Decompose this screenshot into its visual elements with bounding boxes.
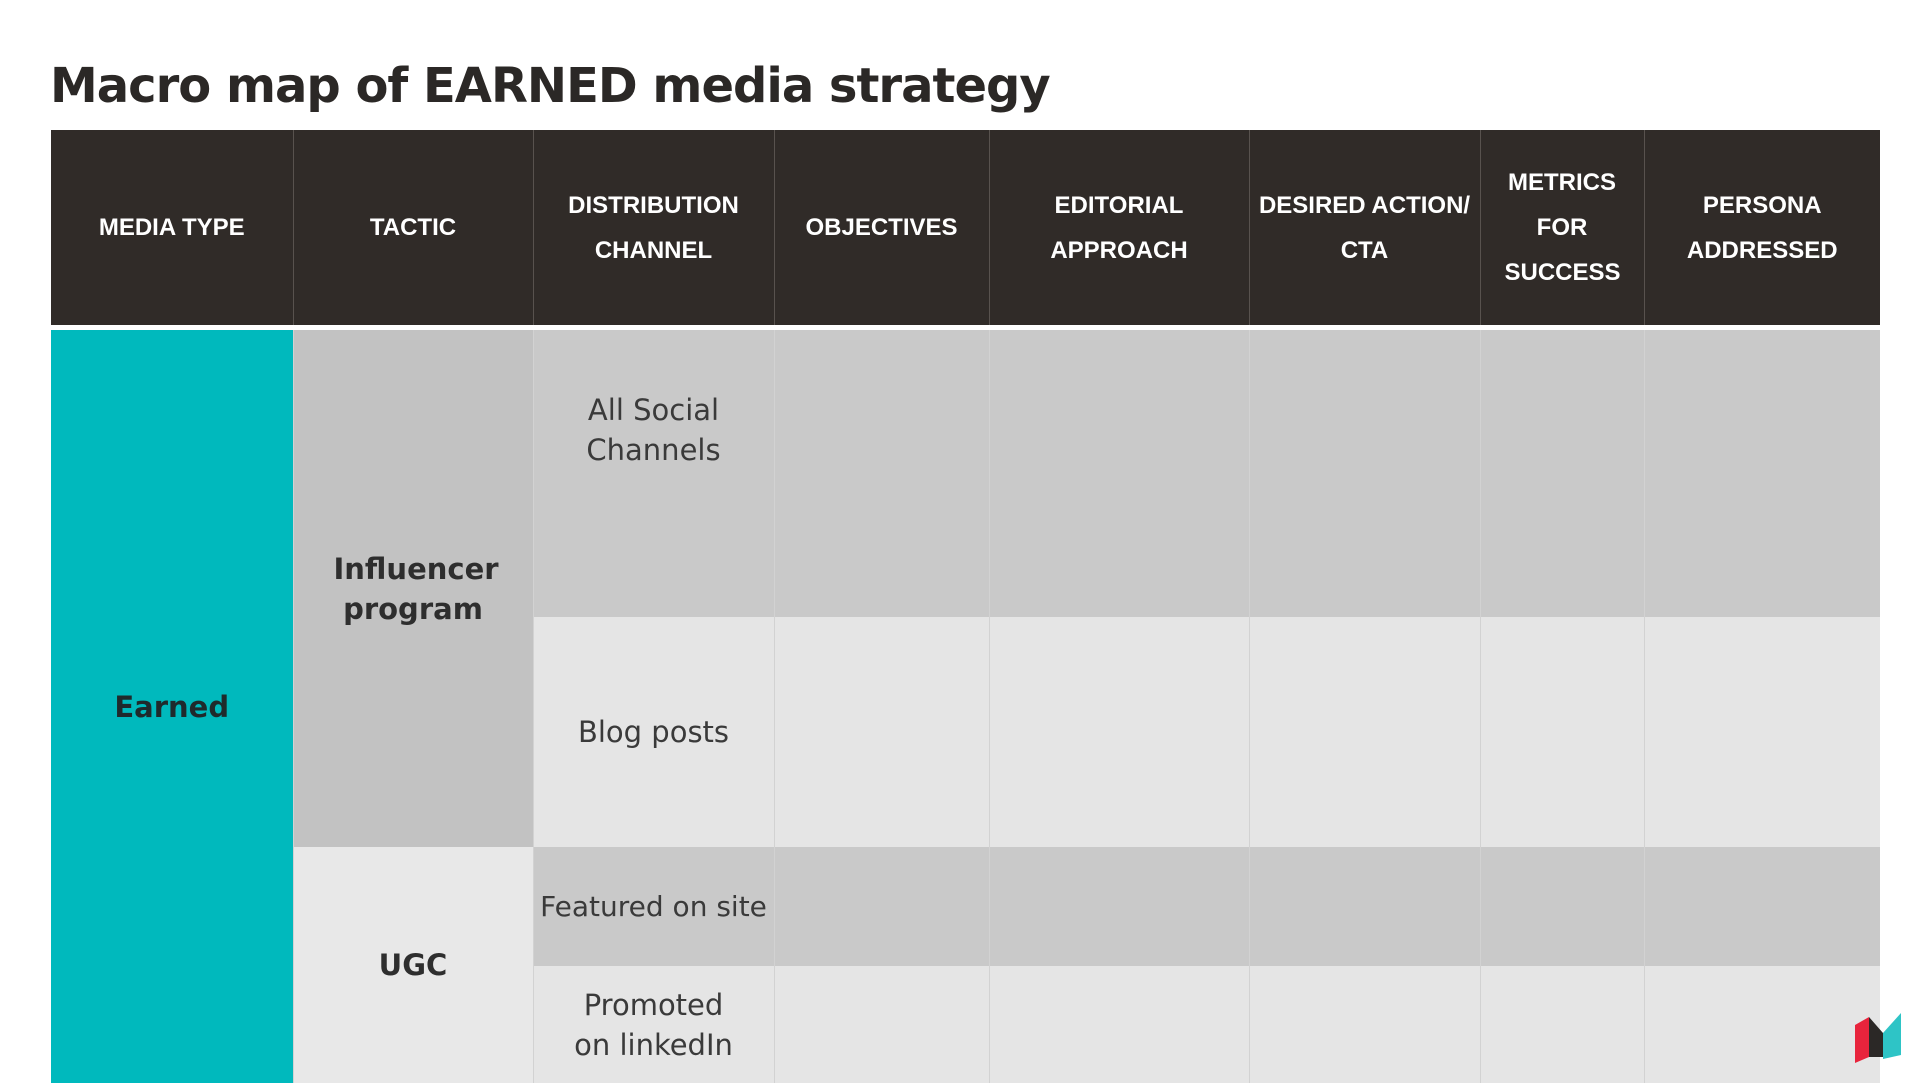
channel-cell: Blog posts — [533, 617, 774, 847]
brand-logo-icon — [1853, 1011, 1905, 1063]
cta-cell — [1249, 617, 1480, 847]
objectives-cell — [774, 966, 989, 1083]
table-row — [51, 330, 1880, 617]
header-objectives: OBJECTIVES — [774, 130, 989, 325]
header-media-type: MEDIA TYPE — [51, 130, 293, 325]
cta-cell — [1249, 330, 1480, 617]
editorial-cell — [989, 966, 1249, 1083]
metrics-cell — [1480, 847, 1644, 966]
editorial-cell — [989, 330, 1249, 617]
persona-cell — [1644, 847, 1880, 966]
logo-red-shape — [1855, 1017, 1869, 1063]
editorial-cell — [989, 847, 1249, 966]
editorial-cell — [989, 617, 1249, 847]
tactic-cell: Influencer program — [293, 330, 533, 847]
persona-cell — [1644, 330, 1880, 617]
metrics-cell — [1480, 330, 1644, 617]
strategy-table — [51, 130, 1880, 1083]
cta-cell — [1249, 847, 1480, 966]
persona-cell — [1644, 617, 1880, 847]
header-editorial-approach: EDITORIAL APPROACH — [989, 130, 1249, 325]
objectives-cell — [774, 330, 989, 617]
channel-cell: Featured on site — [533, 847, 774, 966]
channel-cell: Promoted on linkedIn — [533, 966, 774, 1083]
header-persona-addressed: PERSONA ADDRESSED — [1644, 130, 1880, 325]
metrics-cell — [1480, 966, 1644, 1083]
header-row — [51, 130, 1880, 325]
header-metrics-for-success: METRICS FOR SUCCESS — [1480, 130, 1644, 325]
header-tactic: TACTIC — [293, 130, 533, 325]
persona-cell — [1644, 966, 1880, 1083]
objectives-cell — [774, 617, 989, 847]
table-row — [51, 847, 1880, 966]
channel-cell: All Social Channels — [533, 330, 774, 617]
header-distribution-channel: DISTRIBUTION CHANNEL — [533, 130, 774, 325]
cta-cell — [1249, 966, 1480, 1083]
header-desired-action: DESIRED ACTION/ CTA — [1249, 130, 1480, 325]
logo-dark-shape — [1869, 1017, 1883, 1057]
objectives-cell — [774, 847, 989, 966]
metrics-cell — [1480, 617, 1644, 847]
page-title: Macro map of EARNED media strategy — [50, 58, 1050, 114]
tactic-cell: UGC — [293, 847, 533, 1083]
logo-teal-shape — [1883, 1013, 1901, 1059]
media-type-cell: Earned — [51, 330, 293, 1083]
